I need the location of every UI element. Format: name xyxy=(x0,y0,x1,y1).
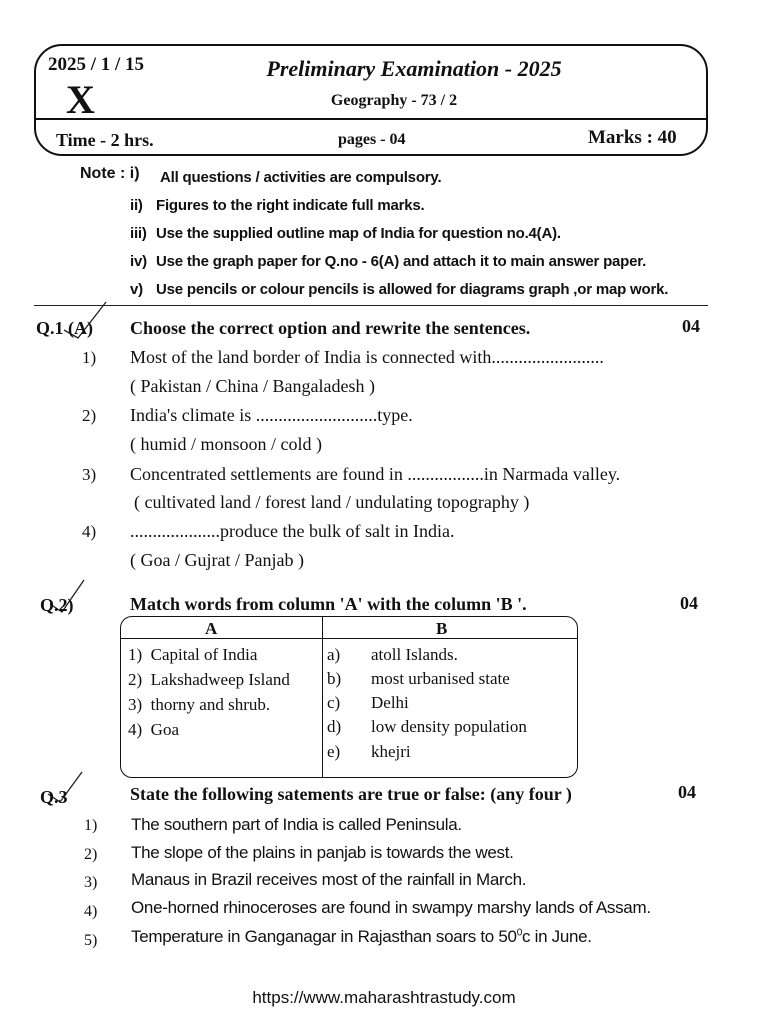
question-number: Q.1 (A) xyxy=(36,318,93,338)
cell-number: 3) xyxy=(128,695,143,714)
cell-text: Capital of India xyxy=(150,645,258,664)
item-text: Manaus in Brazil receives most of the rainfall in March. xyxy=(131,870,527,889)
item-number: 1) xyxy=(82,348,97,367)
note-number: v) xyxy=(130,281,143,298)
column-b-cell xyxy=(327,693,409,713)
note-number: ii) xyxy=(130,197,143,214)
question-number: Q.2) xyxy=(40,595,74,615)
exam-date: 2025 / 1 / 15 xyxy=(48,54,145,75)
cell-text: thorny and shrub. xyxy=(150,695,271,714)
note-text: Use the graph paper for Q.no - 6(A) and attach it to main answer paper. xyxy=(156,253,647,270)
item-number: 1) xyxy=(84,817,98,834)
question-marks: 04 xyxy=(678,782,696,802)
cell-number: 4) xyxy=(128,720,143,739)
cell-text: Lakshadweep Island xyxy=(150,670,290,689)
column-a-cell xyxy=(128,695,270,715)
item-number: 4) xyxy=(84,903,98,920)
cell-number: c) xyxy=(327,693,341,712)
column-b-cell xyxy=(327,717,527,737)
note-label: Note : i) xyxy=(80,165,140,182)
cell-number: 2) xyxy=(128,670,143,689)
cell-number: b) xyxy=(327,669,342,688)
item-number: 3) xyxy=(84,874,98,891)
time-allowed: Time - 2 hrs. xyxy=(56,130,154,150)
cell-text: Goa xyxy=(150,720,179,739)
cell-number: e) xyxy=(327,742,341,761)
note-text: Figures to the right indicate full marks. xyxy=(156,197,425,214)
item-number: 2) xyxy=(84,846,98,863)
cell-text: atoll Islands. xyxy=(371,645,458,664)
total-marks: Marks : 40 xyxy=(588,127,677,148)
cell-text: khejri xyxy=(371,742,411,761)
item-options: ( Goa / Gujrat / Panjab ) xyxy=(130,550,304,570)
column-b-cell xyxy=(327,742,411,762)
note-item xyxy=(130,281,668,298)
header-divider xyxy=(34,118,708,120)
column-b-header: B xyxy=(436,619,448,638)
subject-code: Geography - 73 / 2 xyxy=(330,92,458,109)
item-text-part: c in June. xyxy=(521,927,592,946)
column-a-cell xyxy=(128,645,257,665)
item-number: 3) xyxy=(82,465,97,484)
item-text: ....................produce the bulk of salt in India. xyxy=(130,521,455,541)
note-item xyxy=(160,169,441,186)
note-number: iii) xyxy=(130,225,147,242)
question-marks: 04 xyxy=(682,316,700,336)
question-heading: State the following satements are true or false: (any four ) xyxy=(130,784,572,804)
item-number: 2) xyxy=(82,406,97,425)
item-text-part: Temperature in Ganganagar in Rajasthan soars to 50 xyxy=(131,927,517,946)
note-text: Use the supplied outline map of India for question no.4(A). xyxy=(156,225,561,242)
grade-label: X xyxy=(66,77,95,122)
cell-number: 1) xyxy=(128,645,143,664)
cell-number: a) xyxy=(327,645,341,664)
question-heading: Choose the correct option and rewrite the sentences. xyxy=(130,318,531,338)
item-text: The slope of the plains in panjab is towards the west. xyxy=(131,843,514,862)
item-options: ( Pakistan / China / Bangaladesh ) xyxy=(130,376,375,396)
footer-url: https://www.maharashtrastudy.com xyxy=(252,988,516,1007)
cell-text: low density population xyxy=(371,717,527,736)
question-number: Q.3 xyxy=(40,787,68,807)
note-item xyxy=(130,197,425,214)
column-a-cell xyxy=(128,720,179,740)
column-a-header: A xyxy=(205,619,218,638)
exam-title: Preliminary Examination - 2025 xyxy=(266,56,562,81)
question-marks: 04 xyxy=(680,593,698,613)
cell-text: Delhi xyxy=(371,693,409,712)
item-text: One-horned rhinoceroses are found in swampy marshy lands of Assam. xyxy=(131,898,651,917)
item-text: The southern part of India is called Peninsula. xyxy=(131,815,462,834)
item-text: India's climate is ...........................type. xyxy=(130,405,413,425)
item-number: 5) xyxy=(84,932,98,949)
column-divider xyxy=(322,617,323,777)
cell-text: most urbanised state xyxy=(371,669,510,688)
page-count: pages - 04 xyxy=(338,131,406,148)
item-text: Most of the land border of India is connected with......................... xyxy=(130,347,604,367)
section-divider xyxy=(34,305,708,306)
item-text xyxy=(131,927,592,947)
item-number: 4) xyxy=(82,522,97,541)
item-text: Concentrated settlements are found in .................in Narmada valley. xyxy=(130,464,621,484)
item-options: ( humid / monsoon / cold ) xyxy=(130,434,322,454)
note-text: All questions / activities are compulsory. xyxy=(160,169,442,186)
column-b-cell xyxy=(327,669,510,689)
cell-number: d) xyxy=(327,717,342,736)
column-b-cell xyxy=(327,645,458,665)
header-divider xyxy=(121,638,577,639)
note-item xyxy=(130,225,561,242)
note-number: iv) xyxy=(130,253,147,270)
item-options: ( cultivated land / forest land / undulating topography ) xyxy=(134,492,530,512)
superscript: 0 xyxy=(516,927,522,939)
question-heading: Match words from column 'A' with the column 'B '. xyxy=(130,594,527,614)
note-text: Use pencils or colour pencils is allowed for diagrams graph ,or map work. xyxy=(156,281,669,298)
note-item xyxy=(130,253,646,270)
column-a-cell xyxy=(128,670,290,690)
